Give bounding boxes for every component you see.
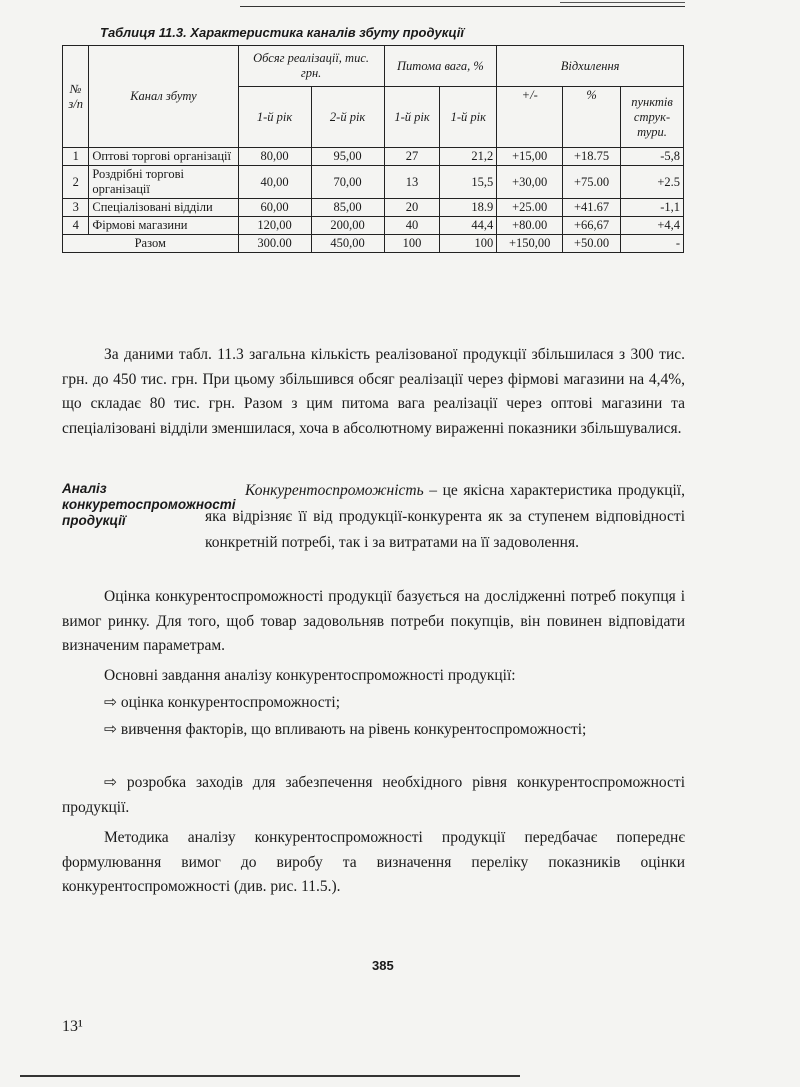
header-deviation: Відхилення (497, 46, 684, 87)
cell-pt: -5,8 (621, 148, 684, 166)
cell-n: 2 (63, 166, 89, 199)
cell-v2: 95,00 (311, 148, 384, 166)
cell-v1: 80,00 (238, 148, 311, 166)
table-row (63, 217, 684, 235)
header-volume-year1: 1-й рік (238, 87, 311, 148)
paragraph-2-text: – це якісна характеристика продукції, яка відрізняє її від продукції-конкурента як за ступенем відповідності конкретній потребі, так і за витратами на її задоволення. (205, 482, 685, 551)
signature-mark: 13¹ (62, 1018, 83, 1035)
arrow-icon: ⇨ (104, 694, 117, 711)
cell-v1: 60,00 (238, 199, 311, 217)
cell-name: Оптові торгові організації (89, 148, 238, 166)
header-share: Питома вага, % (384, 46, 497, 87)
cell-s1: 40 (384, 217, 440, 235)
cell-pt: -1,1 (621, 199, 684, 217)
table-row (63, 148, 684, 166)
paragraph-3: Оцінка конкурентоспроможності продукції базується на дослідженні потреб покупця і вимог ринку. Для того, щоб товар задовольняв потреби покупців, він повинен відповідати визначеним параметрам. (62, 588, 685, 654)
sales-channels-table (62, 45, 684, 253)
cell-name: Фірмові магазини (89, 217, 238, 235)
cell-name: Роздрібні торгові організації (89, 166, 238, 199)
header-points: пунктів струк-тури. (621, 87, 684, 148)
term-competitiveness: Конкурентоспроможність (245, 482, 424, 499)
cell-p: +66,67 (563, 217, 621, 235)
table-row (63, 199, 684, 217)
total-label: Разом (63, 235, 239, 253)
header-volume: Обсяг реалізації, тис. грн. (238, 46, 384, 87)
cell-d: +15,00 (497, 148, 563, 166)
table-header-row (63, 46, 684, 87)
total-d: +150,00 (497, 235, 563, 253)
cell-s2: 18.9 (440, 199, 497, 217)
cell-s2: 21,2 (440, 148, 497, 166)
cell-n: 1 (63, 148, 89, 166)
cell-pt: +2.5 (621, 166, 684, 199)
paragraph-4: Основні завдання аналізу конкурентоспроможності продукції: (104, 667, 516, 684)
top-rule (240, 6, 685, 7)
total-s1: 100 (384, 235, 440, 253)
cell-d: +80.00 (497, 217, 563, 235)
total-v1: 300.00 (238, 235, 311, 253)
cell-s2: 44,4 (440, 217, 497, 235)
bottom-rule (20, 1075, 520, 1077)
paragraph-5: Методика аналізу конкурентоспроможності продукції передбачає попереднє формулювання вимог до виробу та визначення переліку показників оцінки конкурентоспроможності (див. рис. 11.5.). (62, 829, 685, 895)
header-share-year2: 1-й рік (440, 87, 497, 148)
page-number: 385 (372, 958, 394, 973)
cell-s1: 27 (384, 148, 440, 166)
paragraph-1: За даними табл. 11.3 загальна кількість реалізованої продукції збільшилася з 300 тис. грн. до 450 тис. грн. При цьому збільшився обсяг реалізації через фірмові магазини на 4,4%, що складає 80 тис. грн. Разом з цим питома вага реалізації через оптові магазини та спеціалізовані відділи зменшилася, хоча в абсолютному вираженні показники збільшувалися. (62, 346, 685, 437)
header-share-year1: 1-й рік (384, 87, 440, 148)
cell-s2: 15,5 (440, 166, 497, 199)
top-rule (560, 2, 685, 3)
cell-p: +41.67 (563, 199, 621, 217)
cell-d: +25.00 (497, 199, 563, 217)
bullet-3: ⇨ розробка заходів для забезпечення необхідного рівня конкурентоспроможності продукції. (62, 774, 685, 816)
side-heading: Аналіз конкуретоспроможності продукції (62, 481, 236, 528)
bullet-1: ⇨ оцінка конкурентоспроможності; (104, 694, 341, 711)
cell-v2: 70,00 (311, 166, 384, 199)
total-p: +50.00 (563, 235, 621, 253)
total-s2: 100 (440, 235, 497, 253)
paragraph-2 (205, 478, 685, 556)
cell-n: 3 (63, 199, 89, 217)
cell-n: 4 (63, 217, 89, 235)
header-plusminus: +/- (497, 87, 563, 148)
header-channel: Канал збуту (89, 46, 238, 148)
bullet-2: ⇨ вивчення факторів, що впливають на рівень конкурентоспроможності; (104, 721, 587, 738)
table-caption: Таблиця 11.3. Характеристика каналів збуту продукції (100, 25, 464, 40)
cell-d: +30,00 (497, 166, 563, 199)
header-num: № з/п (63, 46, 89, 148)
header-percent: % (563, 87, 621, 148)
cell-v2: 200,00 (311, 217, 384, 235)
total-v2: 450,00 (311, 235, 384, 253)
cell-p: +75.00 (563, 166, 621, 199)
table-row (63, 166, 684, 199)
cell-p: +18.75 (563, 148, 621, 166)
cell-v2: 85,00 (311, 199, 384, 217)
arrow-icon: ⇨ (104, 721, 117, 738)
total-pt: - (621, 235, 684, 253)
table-total-row (63, 235, 684, 253)
arrow-icon: ⇨ (104, 774, 117, 791)
cell-s1: 13 (384, 166, 440, 199)
cell-v1: 40,00 (238, 166, 311, 199)
header-volume-year2: 2-й рік (311, 87, 384, 148)
cell-pt: +4,4 (621, 217, 684, 235)
cell-name: Спеціалізовані відділи (89, 199, 238, 217)
cell-s1: 20 (384, 199, 440, 217)
cell-v1: 120,00 (238, 217, 311, 235)
